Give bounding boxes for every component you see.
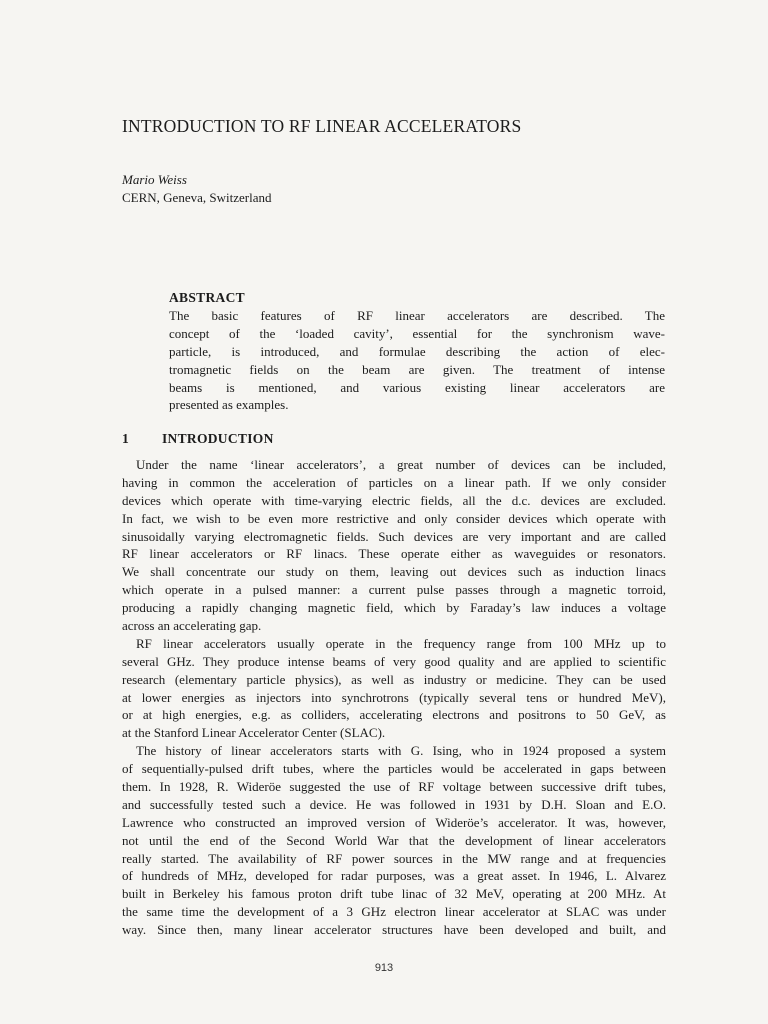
page-number: 913 <box>374 962 394 974</box>
abstract-heading: ABSTRACT <box>169 290 245 305</box>
body-line: of hundreds of MHz, developed for radar purposes, was a great asset. In 1946, L. Alvarez <box>122 868 666 884</box>
author-affiliation: CERN, Geneva, Switzerland <box>122 190 272 205</box>
abstract-line: beams is mentioned, and various existing linear accelerators are <box>169 379 665 395</box>
body-line: producing a rapidly changing magnetic field, which by Faraday’s law induces a voltage <box>122 600 666 616</box>
body-line: The history of linear accelerators starts with G. Ising, who in 1924 proposed a system <box>136 743 666 759</box>
body-line: several GHz. They produce intense beams of very good quality and are applied to scientific <box>122 653 666 669</box>
abstract-line: tromagnetic fields on the beam are given. The treatment of intense <box>169 361 665 377</box>
abstract-line: concept of the ‘loaded cavity’, essential for the synchronism wave- <box>169 325 665 341</box>
body-line: not until the end of the Second World War that the development of linear accelerators <box>122 832 666 848</box>
body-line: way. Since then, many linear accelerator structures have been developed and built, and <box>122 922 666 938</box>
section-title: INTRODUCTION <box>162 431 274 446</box>
body-line: which operate in a pulsed manner: a current pulse passes through a magnetic torroid, <box>122 582 666 598</box>
body-line: RF linear accelerators or RF linacs. These operate either as waveguides or resonators. <box>122 546 666 562</box>
section-heading <box>122 431 274 447</box>
body-line: having in common the acceleration of particles on a linear path. If we only consider <box>122 474 666 490</box>
body-line: across an accelerating gap. <box>122 618 262 634</box>
body-line: and successfully tested such a device. He was followed in 1931 by D.H. Sloan and E.O. <box>122 796 666 812</box>
author-name: Mario Weiss <box>122 172 187 187</box>
body-line: of sequentially-pulsed drift tubes, where the particles would be accelerated in gaps between <box>122 761 666 777</box>
body-line: We shall concentrate our study on them, leaving out devices such as induction linacs <box>122 564 666 580</box>
body-text <box>122 456 666 939</box>
body-line: at lower energies as injectors into synchrotrons (typically several tens or hundred MeV), <box>122 689 666 705</box>
abstract-line: presented as examples. <box>169 397 289 413</box>
body-line: really started. The availability of RF power sources in the MW range and at frequencies <box>122 850 666 866</box>
body-line: them. In 1928, R. Wideröe suggested the use of RF voltage between successive drift tubes, <box>122 779 666 795</box>
body-line: Lawrence who constructed an improved version of Wideröe’s accelerator. It was, however, <box>122 814 666 830</box>
body-line: the same time the development of a 3 GHz electron linear accelerator at SLAC was under <box>122 904 666 920</box>
body-line: In fact, we wish to be even more restrictive and only consider devices which operate with <box>122 510 666 526</box>
body-line: devices which operate with time-varying electric fields, all the d.c. devices are excluded. <box>122 492 666 508</box>
body-line: sinusoidally varying electromagnetic fields. Such devices are very important and are called <box>122 528 666 544</box>
abstract <box>169 290 665 414</box>
body-line: Under the name ‘linear accelerators’, a great number of devices can be included, <box>136 457 666 472</box>
section-number: 1 <box>122 431 130 446</box>
abstract-line: The basic features of RF linear accelerators are described. The <box>169 308 665 323</box>
body-line: RF linear accelerators usually operate in the frequency range from 100 MHz up to <box>136 635 666 651</box>
body-line: built in Berkeley his famous proton drift tube linac of 32 MeV, operating at 200 MHz. At <box>122 886 666 902</box>
abstract-line: particle, is introduced, and formulae describing the action of elec- <box>169 343 665 359</box>
body-line: or at high energies, e.g. as colliders, accelerating electrons and positrons to 50 GeV, as <box>122 707 666 723</box>
paper-title: INTRODUCTION TO RF LINEAR ACCELERATORS <box>122 116 522 136</box>
body-line: research (elementary particle physics), as well as industry or medicine. They can be used <box>122 671 666 687</box>
body-line: at the Stanford Linear Accelerator Center (SLAC). <box>122 725 386 741</box>
